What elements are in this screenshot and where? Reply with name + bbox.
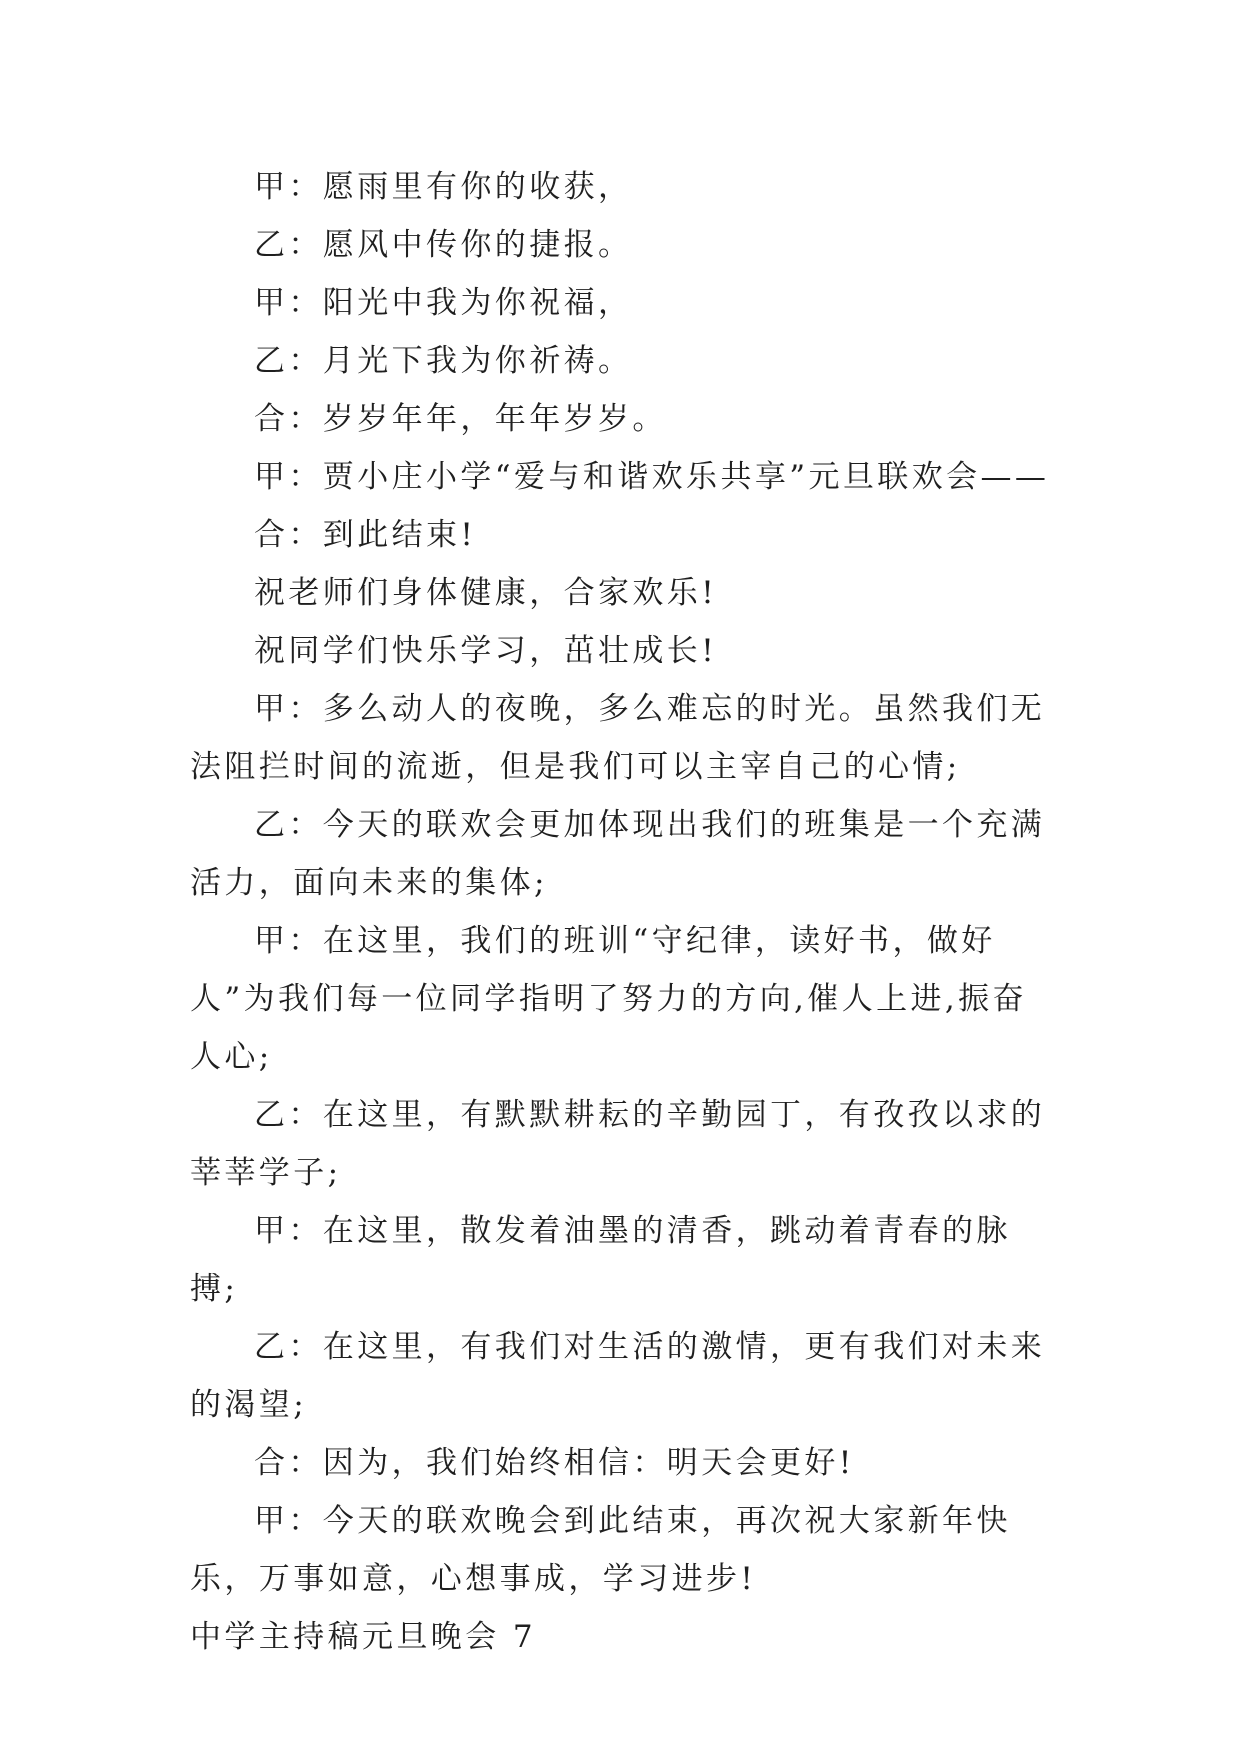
paragraph-5: 合：岁岁年年，年年岁岁。	[254, 401, 667, 437]
paragraph-15: 乙：在这里，有我们对生活的激情，更有我们对未来的渴望;	[190, 1329, 1046, 1423]
paragraph-3: 甲：阳光中我为你祝福，	[254, 285, 633, 321]
paragraph-2: 乙：愿风中传你的捷报。	[254, 227, 633, 263]
section-heading: 中学主持稿元旦晚会 7	[190, 1619, 536, 1655]
paragraph-11: 乙：今天的联欢会更加体现出我们的班集是一个充满活力，面向未来的集体;	[190, 807, 1046, 901]
paragraph-8: 祝老师们身体健康，合家欢乐!	[254, 575, 718, 611]
paragraph-10: 甲：多么动人的夜晚，多么难忘的时光。虽然我们无法阻拦时间的流逝，但是我们可以主宰自己的心情;	[190, 691, 1046, 785]
paragraph-12: 甲：在这里，我们的班训“守纪律，读好书，做好人”为我们每一位同学指明了努力的方向,催人上进,振奋人心;	[190, 923, 1027, 1075]
document-body	[190, 158, 1050, 1666]
paragraph-9: 祝同学们快乐学习，茁壮成长!	[254, 633, 718, 669]
paragraph-7: 合：到此结束!	[254, 517, 477, 553]
paragraph-4: 乙：月光下我为你祈祷。	[254, 343, 633, 379]
paragraph-1: 甲：愿雨里有你的收获，	[254, 169, 633, 205]
paragraph-14: 甲：在这里，散发着油墨的清香，跳动着青春的脉搏;	[190, 1213, 1011, 1307]
paragraph-6: 甲：贾小庄小学“爱与和谐欢乐共享”元旦联欢会——	[254, 459, 1050, 495]
paragraph-13: 乙：在这里，有默默耕耘的辛勤园丁，有孜孜以求的莘莘学子;	[190, 1097, 1046, 1191]
paragraph-16: 合：因为，我们始终相信：明天会更好!	[254, 1445, 855, 1481]
paragraph-17: 甲：今天的联欢晚会到此结束，再次祝大家新年快乐，万事如意，心想事成，学习进步!	[190, 1503, 1011, 1597]
